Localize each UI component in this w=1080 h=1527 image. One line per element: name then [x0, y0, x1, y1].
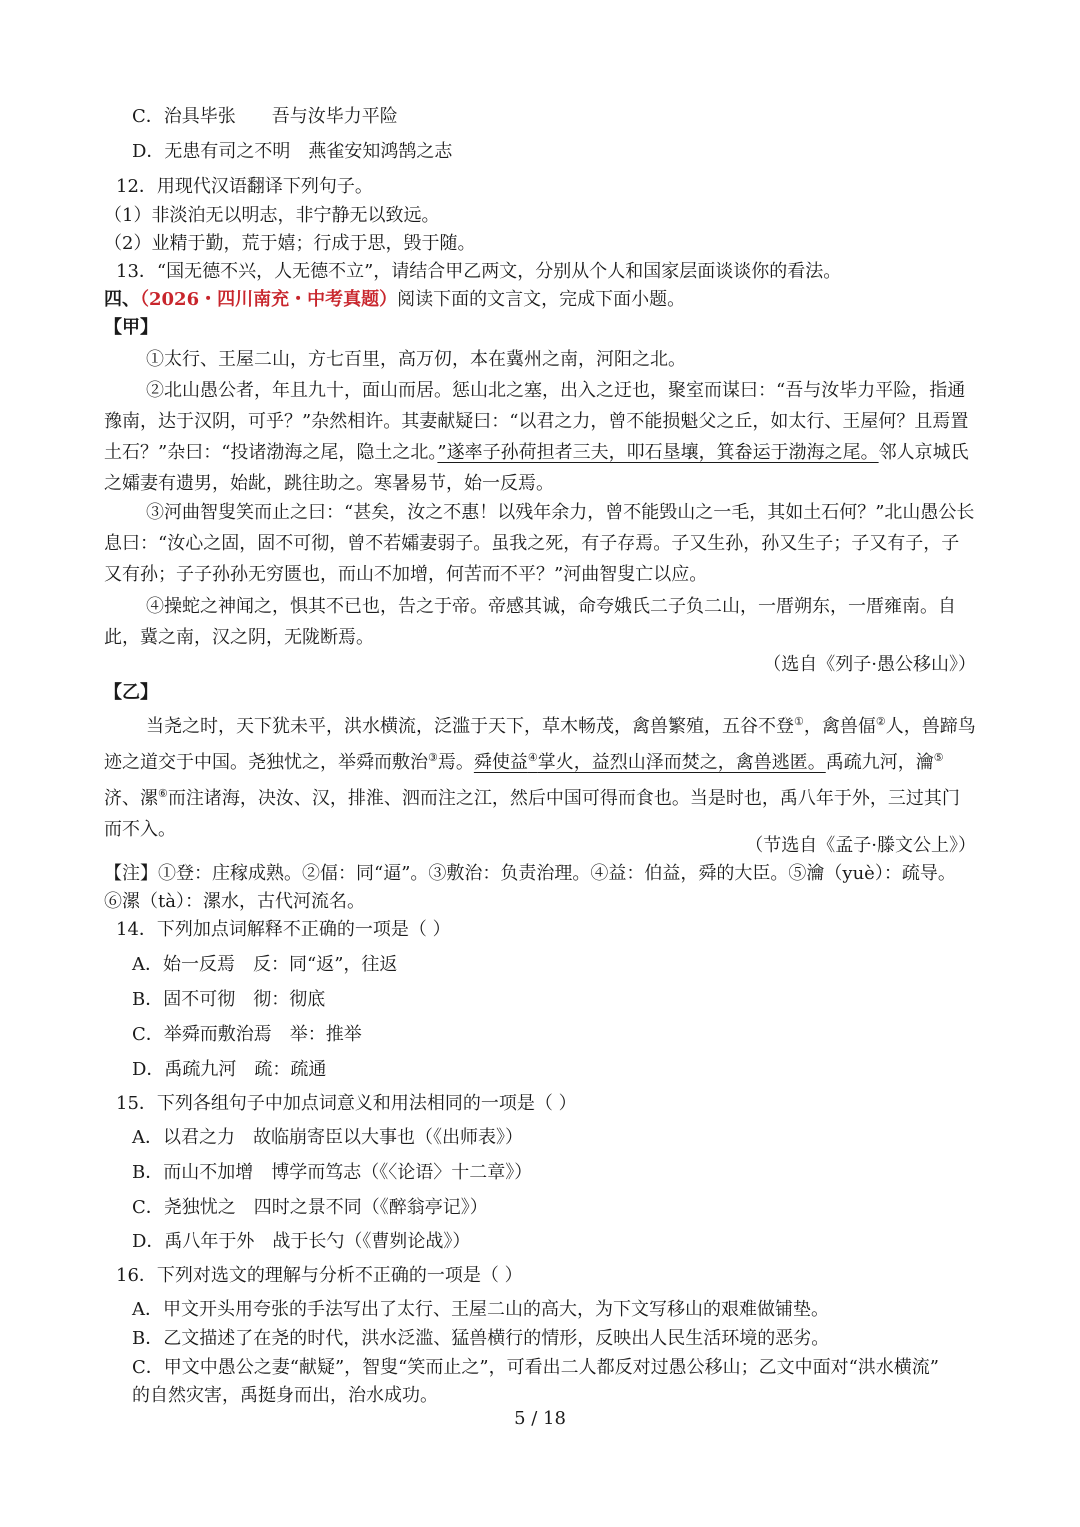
question-15-option-a: A．以君之力 故临崩寄臣以大事也（《出师表》）	[132, 1127, 523, 1148]
section-instruction: 阅读下面的文言文，完成下面小题。	[397, 289, 686, 310]
paragraph-text: ②北山愚公者，年且九十，面山而居。惩山北之塞，出入之迂也，聚室而谋曰：“吾与汝毕力平险，指通豫南，达于汉阴，可乎？”杂然相许。其妻献疑曰：“以君之力，曾不能损魁父之丘，如太行、王屋何？且焉置土石？”杂曰：“投诸渤海之尾，隐土之北。	[104, 380, 969, 463]
annotation-line-2: ⑥漯（tà）：漯水，古代河流名。	[104, 891, 365, 912]
option-c-top: C．治具毕张 吾与汝毕力平险	[132, 106, 398, 127]
underlined-sentence: ”遂率子孙荷担者三夫，叩石垦壤，箕畚运于渤海之尾。	[437, 442, 879, 463]
note-marker: ④	[527, 751, 538, 764]
question-16-option-c-continued: 的自然灾害，禹挺身而出，治水成功。	[132, 1385, 438, 1406]
question-14: 14．下列加点词解释不正确的一项是（ ）	[116, 919, 451, 940]
question-15-option-c: C．尧独忧之 四时之景不同（《醉翁亭记》）	[132, 1197, 488, 1218]
paragraph-text: 人，兽蹄鸟迹之道交于中国。尧独忧之，举舜而敷治	[104, 716, 976, 773]
paragraph-text: 禹疏九河，瀹	[825, 752, 934, 773]
passage-jia-paragraph-2	[104, 375, 976, 499]
passage-yi-title: 【乙】	[104, 682, 158, 703]
section-4-heading	[104, 286, 685, 314]
underlined-text: 舜使益	[473, 752, 528, 773]
passage-jia-title: 【甲】	[104, 317, 158, 338]
question-15: 15．下列各组句子中加点词意义和用法相同的一项是（ ）	[116, 1093, 577, 1114]
question-13: 13．“国无德不兴，人无德不立”，请结合甲乙两文，分别从个人和国家层面谈谈你的看法。	[116, 261, 842, 282]
paragraph-text: 焉。	[437, 752, 474, 773]
note-marker: ③	[428, 751, 438, 764]
question-16-option-c: C．甲文中愚公之妻“献疑”，智叟“笑而止之”，可看出二人都反对过愚公移山；乙文中面对“洪水横流”	[132, 1357, 939, 1378]
question-14-option-b: B．固不可彻 彻：彻底	[132, 989, 326, 1010]
underlined-text: 掌火，益烈山泽而焚之，禽兽逃匿。	[537, 752, 826, 773]
passage-jia-paragraph-4	[104, 591, 976, 653]
paragraph-text: 当尧之时，天下犹未平，洪水横流，泛滥于天下，草木畅茂，禽兽繁殖，五谷不登	[146, 716, 794, 737]
question-16-option-a: A．甲文开头用夸张的手法写出了太行、王屋二山的高大，为下文写移山的艰难做铺垫。	[132, 1299, 829, 1320]
passage-yi-paragraph	[104, 706, 976, 845]
passage-jia-paragraph-1	[104, 344, 976, 375]
question-12: 12．用现代汉语翻译下列句子。	[116, 176, 373, 197]
paragraph-text: 邻人京城氏之孀妻有遗男，始龀，跳往助之。寒暑易节，始一反焉。	[104, 442, 969, 494]
question-14-option-d: D．禹疏九河 疏：疏通	[132, 1059, 327, 1080]
note-marker: ②	[875, 715, 886, 728]
note-marker: ⑥	[158, 787, 168, 800]
paragraph-text: 而注诸海，决汝、汉，排淮、泗而注之江，然后中国可得而食也。当是时也，禹八年于外，三过其门而不入。	[104, 788, 960, 840]
question-15-option-b: B．而山不加增 博学而笃志（《〈论语〉十二章》）	[132, 1162, 533, 1183]
question-12-item-1: （1）非淡泊无以明志，非宁静无以致远。	[104, 205, 440, 226]
question-14-option-a: A．始一反焉 反：同“返”，往返	[132, 954, 398, 975]
note-marker: ⑤	[933, 751, 944, 764]
question-16: 16．下列对选文的理解与分析不正确的一项是（ ）	[116, 1265, 523, 1286]
question-14-option-c: C．举舜而敷治焉 举：推举	[132, 1024, 362, 1045]
paragraph-text: ，禽兽偪	[803, 716, 876, 737]
passage-jia-source: （选自《列子·愚公移山》）	[763, 654, 976, 675]
passage-yi-source: （节选自《孟子·滕文公上》）	[745, 835, 976, 856]
question-16-option-b: B．乙文描述了在尧的时代，洪水泛滥、猛兽横行的情形，反映出人民生活环境的恶劣。	[132, 1328, 830, 1349]
annotation-line-1: 【注】①登：庄稼成熟。②偪：同“逼”。③敷治：负责治理。④益：伯益，舜的大臣。⑤瀹（yuè）：疏导。	[104, 863, 956, 884]
passage-jia-paragraph-3	[104, 497, 976, 590]
paragraph-text: ③河曲智叟笑而止之曰：“甚矣，汝之不惠！以残年余力，曾不能毁山之一毛，其如土石何？”北山愚公长息曰：“汝心之固，固不可彻，曾不若孀妻弱子。虽我之死，有子存焉。子又生孙，孙又生子；子又有子，子又有孙；子子孙孙无穷匮也，而山不加增，何苦而不平？”河曲智叟亡以应。	[104, 502, 975, 585]
underlined-sentence	[474, 752, 826, 773]
note-marker: ①	[794, 715, 804, 728]
question-15-option-d: D．禹八年于外 战于长勺（《曹刿论战》）	[132, 1231, 471, 1252]
page-number: 5 / 18	[514, 1408, 566, 1429]
paragraph-text: ④操蛇之神闻之，惧其不已也，告之于帝。帝感其诚，命夸娥氏二子负二山，一厝朔东，一厝雍南。自此，冀之南，汉之阴，无陇断焉。	[104, 596, 956, 648]
section-number: 四、	[104, 289, 140, 310]
section-source: （2026・四川南充・中考真题）	[140, 289, 398, 310]
option-d-top: D．无患有司之不明 燕雀安知鸿鹄之志	[132, 141, 453, 162]
question-12-item-2: （2）业精于勤，荒于嬉；行成于思，毁于随。	[104, 233, 476, 254]
paragraph-text: 济、漯	[104, 788, 158, 809]
paragraph-text: ①太行、王屋二山，方七百里，高万仞，本在冀州之南，河阳之北。	[146, 349, 686, 370]
